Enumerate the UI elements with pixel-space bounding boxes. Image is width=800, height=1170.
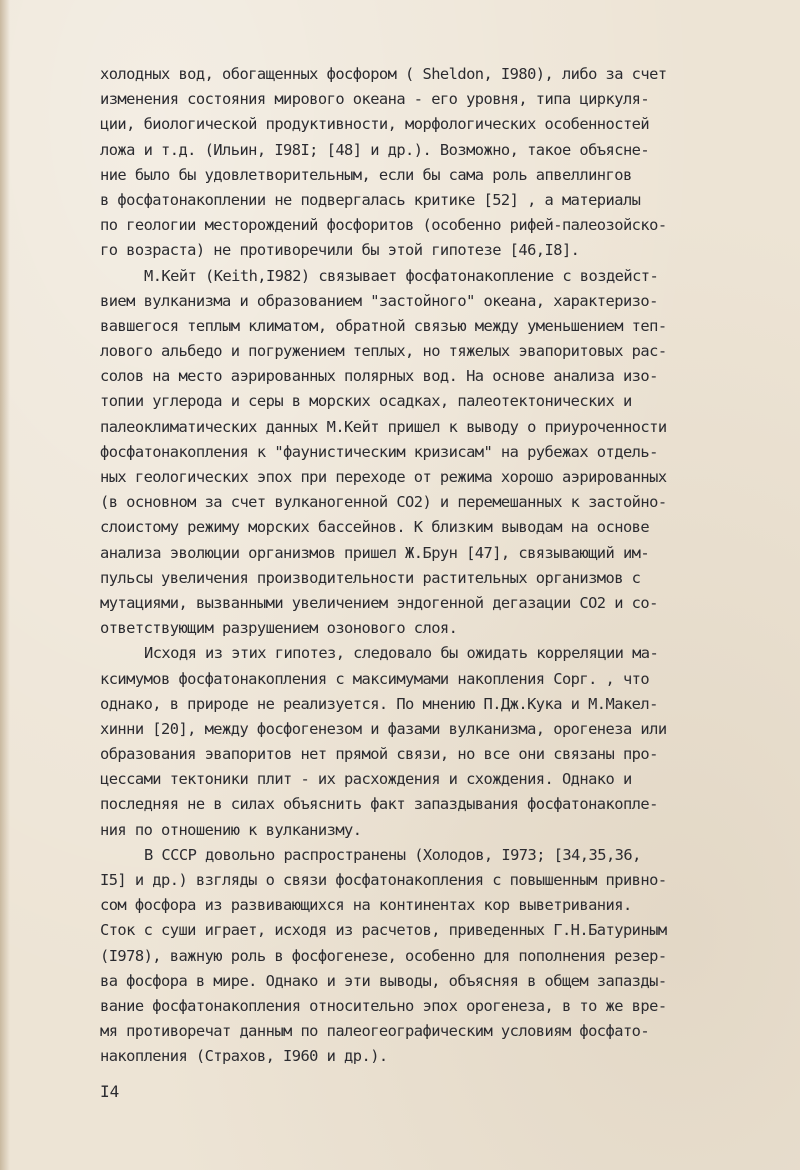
text-line: ксимумов фосфатонакопления с максимумами накопления Cорг. , что <box>100 669 650 688</box>
text-line: однако, в природе не реализуется. По мнению П.Дж.Кука и М.Макел- <box>100 694 658 713</box>
paragraph-start-line: В СССР довольно распространены (Холодов, I973; [34,35,36, <box>144 845 641 864</box>
text-line: ответствующим разрушением озонового слоя. <box>100 619 458 638</box>
page-number: I4 <box>100 1082 120 1101</box>
text-line: ние было бы удовлетворительным, если бы сама роль апвеллингов <box>100 165 632 184</box>
text-line: мя противоречат данным по палеогеографическим условиям фосфато- <box>100 1022 650 1041</box>
text-line: I5] и др.) взгляды о связи фосфатонакопления с повышенным привно- <box>100 871 667 889</box>
text-line: накопления (Страхов, I960 и др.). <box>100 1047 388 1066</box>
text-line: сом фосфора из развивающихся на континентах кор выветривания. <box>100 896 632 915</box>
text-line: вием вулканизма и образованием "застойного" океана, характеризо- <box>100 291 658 310</box>
text-line: фосфатонакопления к "фаунистическим кризисам" на рубежах отдель- <box>100 442 658 461</box>
text-line: пульсы увеличения производительности растительных организмов с <box>100 568 641 587</box>
text-line: топии углерода и серы в морских осадках, палеотектонических и <box>100 392 632 411</box>
text-line: ции, биологической продуктивности, морфологических особенностей <box>100 115 650 134</box>
page-edge-shadow <box>0 0 10 1170</box>
text-line: образования эвапоритов нет прямой связи, но все они связаны про- <box>100 745 658 764</box>
text-line: холодных вод, обогащенных фосфором ( Sheldon, I980), либо за счет <box>100 65 667 83</box>
paragraph-start-line: М.Кейт (Keith,I982) связывает фосфатонакопление с воздейст- <box>144 266 659 285</box>
text-line: анализа эволюции организмов пришел Ж.Брун [47], связывающий им- <box>100 543 650 562</box>
text-line: последняя не в силах объяснить факт запаздывания фосфатонакопле- <box>100 795 658 814</box>
text-line: вание фосфатонакопления относительно эпох орогенеза, в то же вре- <box>100 996 667 1015</box>
text-line: вавшегося теплым климатом, обратной связью между уменьшением теп- <box>100 316 667 335</box>
text-line: (в основном за счет вулканогенной CO2) и перемешанных к застойно- <box>100 493 667 512</box>
text-line: в фосфатонакоплении не подвергалась критике [52] , а материалы <box>100 190 641 209</box>
text-line: ва фосфора в мире. Однако и эти выводы, объясняя в общем запазды- <box>100 971 667 990</box>
text-line: мутациями, вызванными увеличением эндогенной дегазации CO2 и со- <box>100 593 658 612</box>
text-line: го возраста) не противоречили бы этой гипотезе [46,I8]. <box>100 241 580 260</box>
text-line: Сток с суши играет, исходя из расчетов, приведенных Г.Н.Батуриным <box>100 921 667 940</box>
body-text <box>100 62 770 1070</box>
text-line: слоистому режиму морских бассейнов. К близким выводам на основе <box>100 518 650 537</box>
text-line: палеоклиматических данных М.Кейт пришел к выводу о приуроченности <box>100 417 667 436</box>
text-line: лового альбедо и погружением теплых, но тяжелых эвапоритовых рас- <box>100 342 667 361</box>
text-line: цессами тектоники плит - их расхождения и схождения. Однако и <box>100 770 632 789</box>
text-line: солов на место аэрированных полярных вод. На основе анализа изо- <box>100 367 658 386</box>
paragraph-start-line: Исходя из этих гипотез, следовало бы ожидать корреляции ма- <box>144 644 659 663</box>
text-line: ложа и т.д. (Ильин, I98I; [48] и др.). Возможно, такое объясне- <box>100 140 650 159</box>
text-line: ния по отношению к вулканизму. <box>100 820 362 839</box>
text-line: по геологии месторождений фосфоритов (особенно рифей-палеозойско- <box>100 216 667 235</box>
text-line: ных геологических эпох при переходе от режима хорошо аэрированных <box>100 468 667 486</box>
text-line: хинни [20], между фосфогенезом и фазами вулканизма, орогенеза или <box>100 719 667 738</box>
text-line: изменения состояния мирового океана - его уровня, типа циркуля- <box>100 90 650 109</box>
text-line: (I978), важную роль в фосфогенезе, особенно для пополнения резер- <box>100 946 667 965</box>
